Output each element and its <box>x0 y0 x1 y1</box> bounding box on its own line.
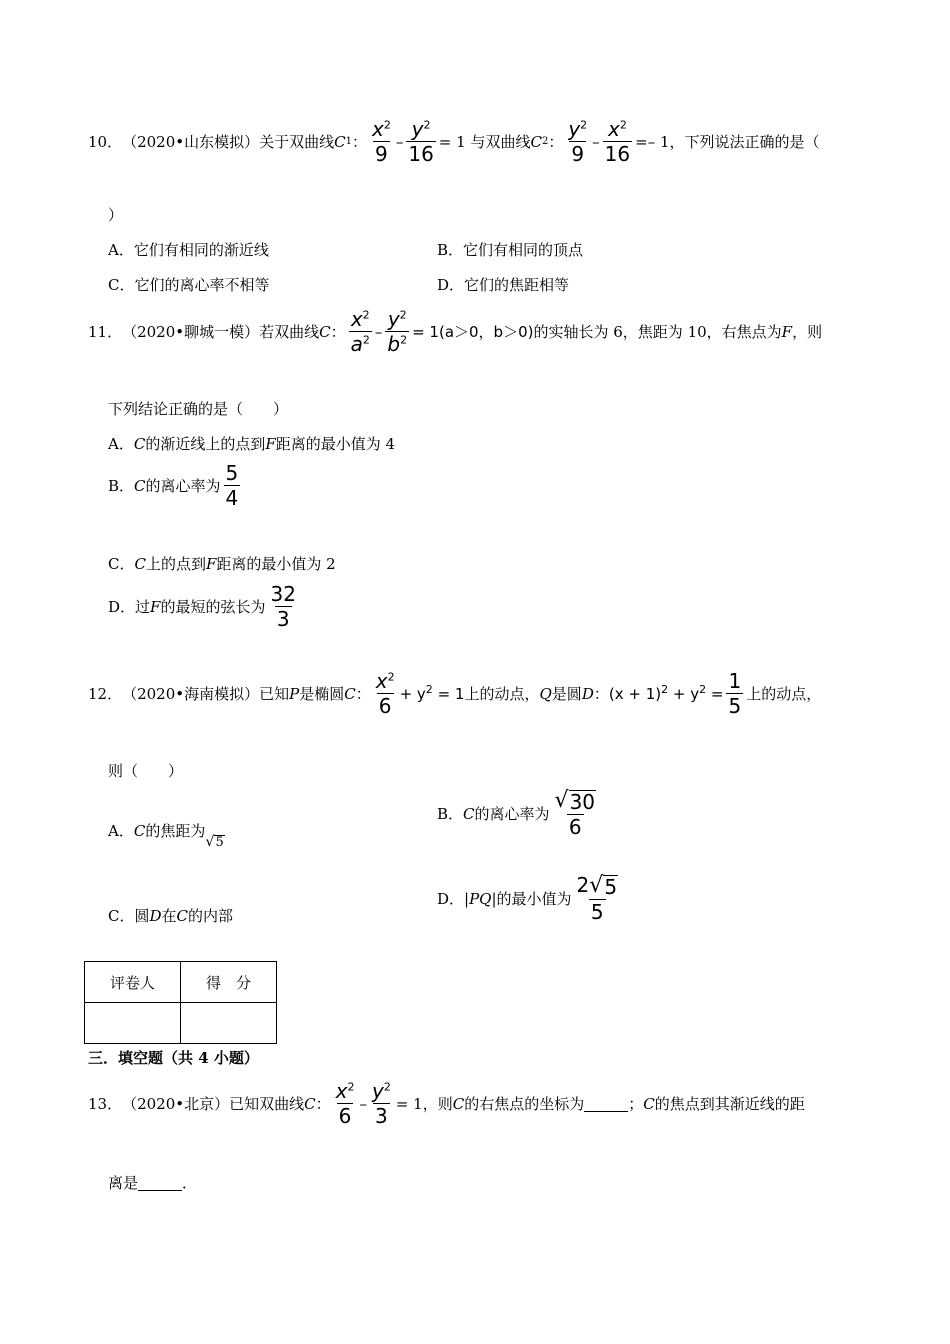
q11-f1-num: x <box>350 307 363 331</box>
q13-blank-1[interactable] <box>584 1095 628 1112</box>
q12-optd-frac: 2 √ 5 5 <box>576 873 618 924</box>
q12-f2-den: 5 <box>728 694 742 718</box>
q12-frac-1-5 <box>726 670 743 717</box>
q12-optd-pq: |PQ| <box>464 889 497 908</box>
q11-optb-pre: B． <box>108 477 135 495</box>
q12-optb-num: 30 <box>569 790 596 814</box>
q12-optb-c: C <box>463 804 475 823</box>
q11-f: F <box>781 322 793 341</box>
q12-ellipse-rest: + $y^2 = 1$ <box>399 682 465 703</box>
q11-option-d <box>108 583 301 630</box>
q10-option-a: A．它们有相同的渐近线 <box>108 241 269 259</box>
q12-f2-num: 1 <box>728 669 742 693</box>
q12-mid3: 是圆 <box>551 685 582 703</box>
q11-opta-end: 距离的最小值为 4 <box>275 435 396 453</box>
q11-option-c <box>108 553 336 574</box>
q10-option-c: C．它们的离心率不相等 <box>108 276 270 294</box>
q11-optc-end: 距离的最小值为 2 <box>216 555 336 573</box>
q11-optb-c: C <box>134 476 146 495</box>
q10-f1-num: x <box>372 117 384 141</box>
q11-f2-num: y <box>387 307 400 331</box>
q12-optd-rad: 5 <box>604 875 618 899</box>
q11-optc-c: C <box>134 555 146 573</box>
q11-condition: = 1(a＞0，b＞0) <box>412 323 534 341</box>
q13-c2: C <box>452 1094 465 1113</box>
q11-colon: ： <box>330 323 346 341</box>
q10-option-d: D．它们的焦距相等 <box>437 276 570 294</box>
q11-optb-frac <box>224 462 241 509</box>
q11-opta-f: F <box>265 435 276 453</box>
q12-circle-eq: $(x + 1)^2 + y^2$ = <box>608 682 724 703</box>
q11-line2: 下列结论正确的是（ ） <box>108 400 289 418</box>
q11-frac-y2-b2: $\frac{y^2}{b^2}$ <box>387 307 408 356</box>
q10-close-paren: ） <box>108 206 124 224</box>
q11-option-a <box>108 433 395 454</box>
q13-mid2: 的焦点到其渐近线的距 <box>654 1095 805 1113</box>
q12-d: D <box>581 684 594 703</box>
q11-optb-num: 5 <box>225 461 239 485</box>
q12-optd-den: 5 <box>590 900 604 924</box>
q10-minus2: – <box>592 132 600 151</box>
q11-optb-mid: 的离心率为 <box>145 477 221 495</box>
q12-optd-pre: D． <box>437 890 465 908</box>
q11-f2-den: b <box>387 332 401 356</box>
q13-number: 13． <box>88 1095 123 1113</box>
q11-opta-mid: 的渐近线上的点到 <box>145 435 266 453</box>
q11-opta-c: C <box>133 435 146 453</box>
q12-f1-den: 6 <box>378 694 392 718</box>
q12-mid4: 上的动点， <box>746 685 822 703</box>
q12-circle: (x + 1) <box>608 684 662 703</box>
q10-frac-y2-16: $\frac{y^2}{16}$ <box>408 117 434 166</box>
q11-optd-den: 3 <box>276 607 290 631</box>
q12-optc-end: 的内部 <box>188 907 234 925</box>
q10-f2-num: y <box>411 117 424 141</box>
q12-source: （2020•海南模拟）已知 <box>122 685 290 703</box>
q13-c3: C <box>643 1094 655 1113</box>
q12-colon2: ： <box>593 685 609 703</box>
q12-opta-mid: 的焦距为 <box>145 822 206 840</box>
q12-optd-mid: 的最小值为 <box>496 890 572 908</box>
q12-optc-mid: 在 <box>161 907 177 925</box>
q12-mid1: 是椭圆 <box>299 685 345 703</box>
q12-colon1: ： <box>355 685 371 703</box>
q13-f1-den: 6 <box>338 1104 352 1128</box>
q12-option-a <box>108 820 225 850</box>
q11-optd-frac <box>268 583 297 630</box>
q12-frac-x2-6: $\frac{x^2}{6}$ <box>375 669 395 718</box>
q10-colon1: ： <box>351 133 367 151</box>
q11-optb-den: 4 <box>225 486 239 510</box>
q11-c: C <box>319 322 331 341</box>
q13-line2-text: 离是 <box>108 1174 139 1192</box>
q10-eq2: =– 1，下列说法正确的是（ <box>635 133 820 151</box>
q12-option-d <box>437 874 623 923</box>
q13-line1 <box>88 1080 805 1127</box>
q12-f1-num: x <box>375 669 388 693</box>
q10-f4-den: 16 <box>604 142 631 166</box>
q10-frac-x2-16: $\frac{x^2}{16}$ <box>604 117 631 166</box>
q13-minus: – <box>359 1094 367 1113</box>
q12-number: 12． <box>88 685 123 703</box>
q13-blank-sep: ； <box>628 1095 644 1113</box>
q11-number: 11． <box>88 323 123 341</box>
q11-optd-f: F <box>150 597 161 616</box>
q10-c1: C <box>334 132 346 151</box>
q13-c: C <box>304 1094 316 1113</box>
q11-source: （2020•聊城一模）若双曲线 <box>122 323 320 341</box>
q11-frac-x2-a2: $\frac{x^2}{a^2}$ <box>350 307 370 356</box>
q13-f1-num: x <box>335 1079 348 1103</box>
q11-rest: 的实轴长为 6，焦距为 10，右焦点为 <box>533 323 782 341</box>
q13-source: （2020•北京）已知双曲线 <box>122 1095 305 1113</box>
q12-optb-mid: 的离心率为 <box>474 805 550 823</box>
q11-tail: ，则 <box>792 323 823 341</box>
q10-source: （2020•山东模拟）关于双曲线 <box>122 133 335 151</box>
q10-colon2: ： <box>548 133 564 151</box>
q10-c2: C <box>530 132 542 151</box>
score-table <box>84 961 277 1044</box>
q11-optc-pre: C． <box>108 555 135 573</box>
q13-f2-num: y <box>371 1079 384 1103</box>
q12-optc-pre: C．圆 <box>108 907 150 925</box>
q13-frac-y2-3: $\frac{y^2}{3}$ <box>371 1079 391 1128</box>
q10-frac-y2-9: $\frac{y^2}{9}$ <box>568 117 588 166</box>
q12-eq1: = 1 <box>437 684 465 703</box>
q10-f4-num: x <box>607 117 620 141</box>
q12-optc-d: D <box>149 907 162 925</box>
q13-colon: ： <box>315 1095 331 1113</box>
q11-optd-mid: 的最短的弦长为 <box>160 598 266 616</box>
score-table-score-header: 得 分 <box>181 962 277 1003</box>
q13-f2-den: 3 <box>375 1104 388 1128</box>
q12-q: Q <box>539 684 552 703</box>
q12-optc-c: C <box>176 907 189 925</box>
q11-minus: – <box>374 322 383 341</box>
q12-p: P <box>289 684 300 703</box>
q13-frac-x2-6: $\frac{x^2}{6}$ <box>335 1079 355 1128</box>
q12-eq2: = <box>710 684 724 703</box>
score-table-grader-header: 评卷人 <box>85 962 181 1003</box>
q12-line2: 则（ ） <box>108 762 184 780</box>
section-3-title: 三．填空题（共 4 小题） <box>88 1049 259 1067</box>
q11-f1-den: a <box>350 332 363 356</box>
q12-opta-c: C <box>133 821 146 840</box>
q12-line1 <box>88 670 821 717</box>
q11-optc-mid: 上的点到 <box>145 555 206 573</box>
q12-opta-val: 5 <box>215 834 224 850</box>
q12-optd-coef: 2 <box>576 873 590 897</box>
q11-optc-f: F <box>205 555 217 573</box>
q11-line1 <box>88 308 822 355</box>
q10-f1-den: 9 <box>375 142 388 166</box>
q12-option-b <box>437 789 601 838</box>
q10-number: 10． <box>88 133 123 151</box>
q12-c: C <box>344 684 356 703</box>
q13-blank-2[interactable] <box>138 1174 182 1191</box>
q10-frac-x2-9: $\frac{x^2}{9}$ <box>372 117 391 166</box>
q11-opta-pre: A． <box>108 435 134 453</box>
q12-mid2: 上的动点， <box>464 685 540 703</box>
q10-f3-num: y <box>568 117 581 141</box>
q10-f2-den: 16 <box>408 142 434 166</box>
q10-f3-den: 9 <box>571 142 585 166</box>
q10-eq1: = 1 与双曲线 <box>438 133 531 151</box>
score-table-grader-cell <box>85 1003 181 1044</box>
q12-optb-pre: B． <box>437 805 464 823</box>
score-table-score-cell <box>181 1003 277 1044</box>
q12-plus2: + y <box>672 684 700 703</box>
q13-eq: = 1，则 <box>395 1095 453 1113</box>
q12-opta-pre: A． <box>108 822 134 840</box>
q12-plus: + y <box>399 684 426 703</box>
q13-end: ． <box>182 1174 198 1192</box>
q12-opta-sqrt: √ 5 <box>205 833 224 850</box>
q10-option-b: B．它们有相同的顶点 <box>437 241 584 259</box>
q12-option-c <box>108 905 233 926</box>
q12-optb-den: 6 <box>568 815 582 839</box>
q10-minus1: – <box>395 132 404 151</box>
q12-optb-frac: √ 30 6 <box>554 788 596 839</box>
q13-mid1: 的右焦点的坐标为 <box>464 1095 585 1113</box>
q11-optd-num: 32 <box>270 582 296 606</box>
q11-optd-pre: D．过 <box>108 598 151 616</box>
q10-line1: 10． （2020•山东模拟）关于双曲线 C 1 ： $\frac{x^2}{9}$ – $\frac{y^2}{16}$ = 1 与双曲线 C 2 ： $\frac{y^2}{9}$ – $\frac{x^2}{16}$ =– 1，下列说法正确的是（ <box>88 117 820 166</box>
q11-option-b <box>108 462 243 509</box>
q13-line2 <box>108 1172 197 1193</box>
